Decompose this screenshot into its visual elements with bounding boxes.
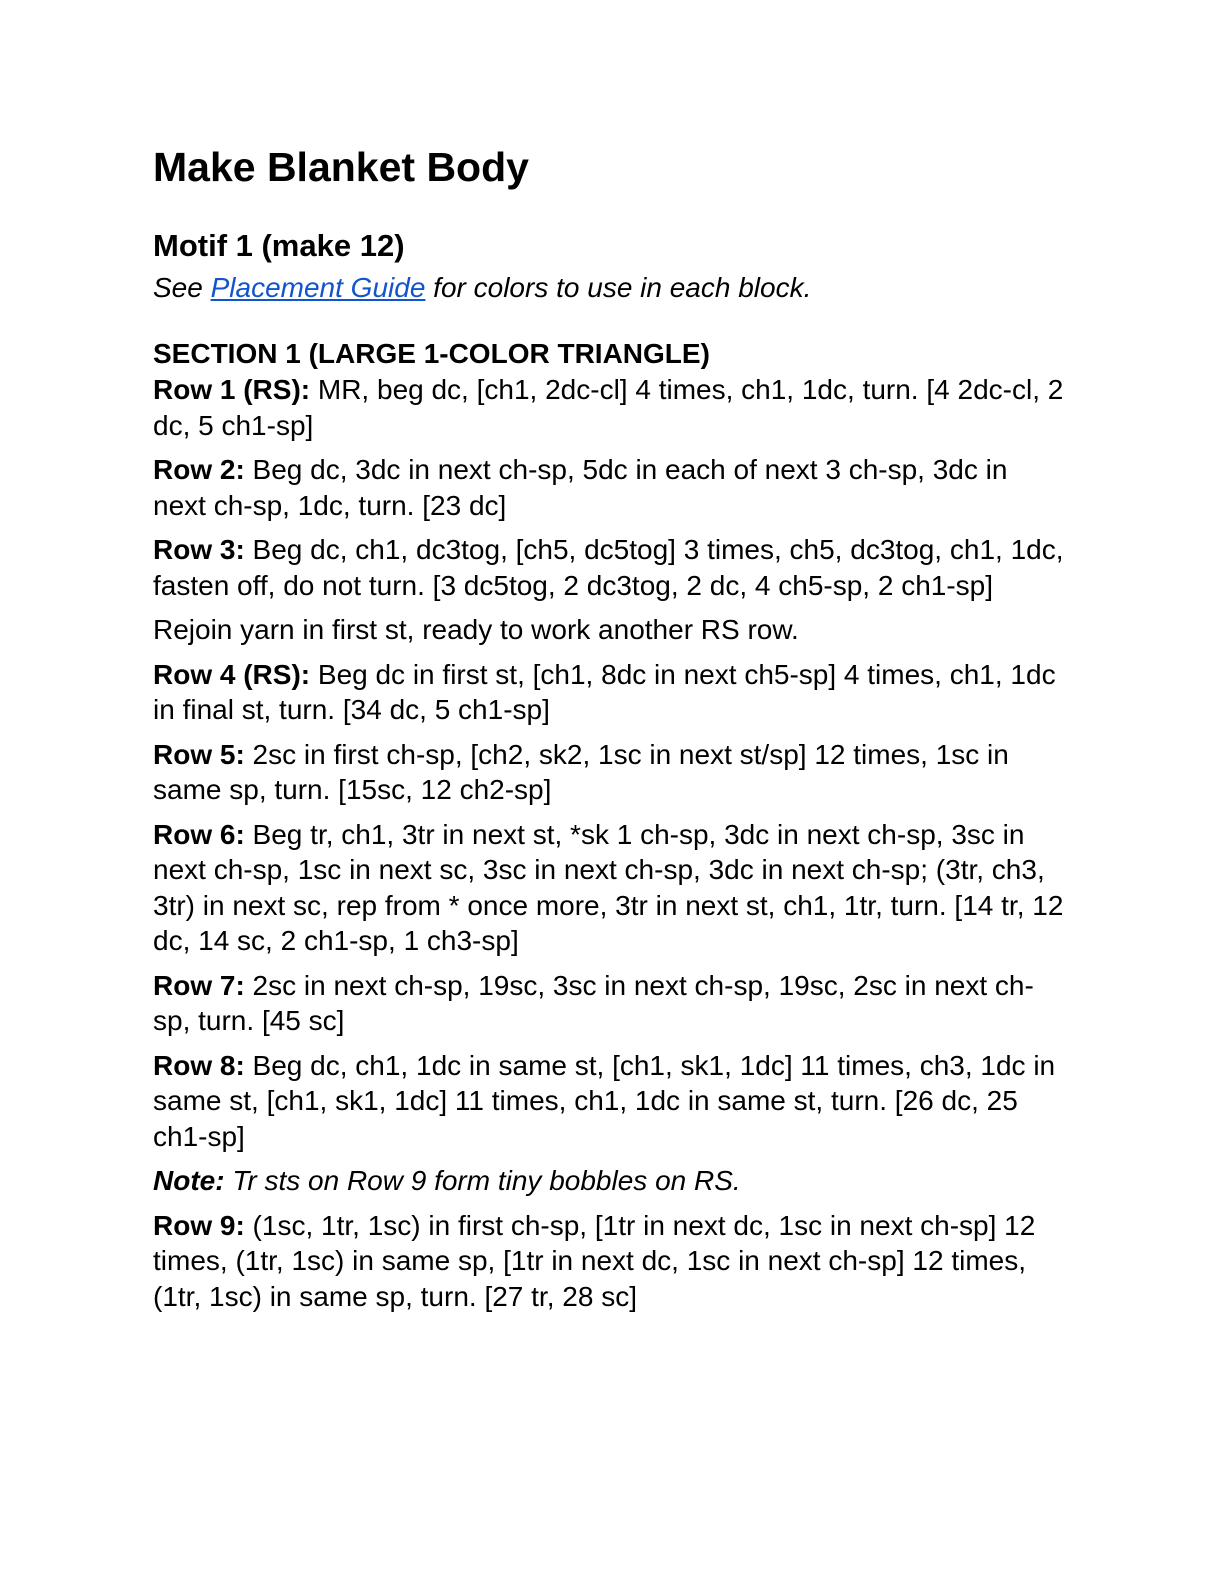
row-label: Row 4 (RS): bbox=[153, 658, 311, 690]
row-label: Row 8: bbox=[153, 1049, 245, 1081]
row-9-instruction bbox=[153, 1208, 1068, 1315]
row-label: Row 9: bbox=[153, 1209, 245, 1241]
motif-heading: Motif 1 (make 12) bbox=[153, 228, 405, 263]
row-text: 2sc in first ch-sp, [ch2, sk2, 1sc in next st/sp] 12 times, 1sc in same sp, turn. [15sc, 12 ch2-sp] bbox=[153, 738, 1009, 805]
bobble-note bbox=[153, 1163, 1068, 1199]
row-5-instruction bbox=[153, 737, 1068, 808]
row-text: Beg dc, ch1, dc3tog, [ch5, dc5tog] 3 times, ch5, dc3tog, ch1, 1dc, fasten off, do not turn. [3 dc5tog, 2 dc3tog, 2 dc, 4 ch5-sp, 2 ch1-sp] bbox=[153, 534, 1064, 601]
page-title: Make Blanket Body bbox=[153, 144, 529, 190]
row-text: Beg dc in first st, [ch1, 8dc in next ch5-sp] 4 times, ch1, 1dc in final st, turn. [34 dc, 5 ch1-sp] bbox=[153, 658, 1056, 725]
row-text: MR, beg dc, [ch1, 2dc-cl] 4 times, ch1, 1dc, turn. [4 2dc-cl, 2 dc, 5 ch1-sp] bbox=[153, 374, 1064, 441]
note-text: Tr sts on Row 9 form tiny bobbles on RS. bbox=[224, 1165, 741, 1196]
row-label: Row 5: bbox=[153, 738, 245, 770]
note-label: Note: bbox=[153, 1165, 225, 1196]
motif-note-prefix: See bbox=[153, 272, 211, 303]
row-text: (1sc, 1tr, 1sc) in first ch-sp, [1tr in next dc, 1sc in next ch-sp] 12 times, (1tr, 1sc) in same sp, [1tr in next dc, 1sc in next ch-sp] 12 times, (1tr, 1sc) in same sp, turn. [27 tr, 28 sc] bbox=[153, 1209, 1036, 1312]
row-7-instruction bbox=[153, 968, 1068, 1039]
row-label: Row 1 (RS): bbox=[153, 374, 311, 405]
row-label: Row 6: bbox=[153, 818, 245, 850]
motif-note-suffix: for colors to use in each block. bbox=[425, 272, 812, 303]
row-label: Row 2: bbox=[153, 454, 245, 485]
row-4-instruction bbox=[153, 657, 1068, 728]
rejoin-instruction bbox=[153, 612, 1068, 648]
row-text: Beg dc, ch1, 1dc in same st, [ch1, sk1, 1dc] 11 times, ch3, 1dc in same st, [ch1, sk1, 1dc] 11 times, ch1, 1dc in same st, turn. [26 dc, 25 ch1-sp] bbox=[153, 1049, 1056, 1152]
row-3-instruction bbox=[153, 532, 1068, 603]
row-text: Beg dc, 3dc in next ch-sp, 5dc in each of next 3 ch-sp, 3dc in next ch-sp, 1dc, turn. [23 dc] bbox=[153, 454, 1008, 521]
row-1-instruction bbox=[153, 372, 1068, 443]
row-2-instruction bbox=[153, 452, 1068, 523]
section-heading: SECTION 1 (LARGE 1-COLOR TRIANGLE) bbox=[153, 338, 710, 369]
pattern-rows bbox=[153, 372, 1068, 1323]
row-text: Beg tr, ch1, 3tr in next st, *sk 1 ch-sp, 3dc in next ch-sp, 3sc in next ch-sp, 1sc in next sc, 3sc in next ch-sp, 3dc in next ch-sp; (3tr, ch3, 3tr) in next sc, rep from * once more, 3tr in next st, ch1, 1tr, turn. [14 tr, 12 dc, 14 sc, 2 ch1-sp, 1 ch3-sp] bbox=[153, 818, 1064, 956]
row-8-instruction bbox=[153, 1048, 1068, 1155]
row-label: Row 3: bbox=[153, 534, 245, 565]
row-label: Row 7: bbox=[153, 969, 245, 1001]
placement-guide-link[interactable]: Placement Guide bbox=[210, 272, 426, 303]
motif-note bbox=[153, 270, 811, 306]
row-6-instruction bbox=[153, 817, 1068, 959]
row-text: 2sc in next ch-sp, 19sc, 3sc in next ch-sp, 19sc, 2sc in next ch-sp, turn. [45 sc] bbox=[153, 969, 1034, 1036]
row-text: Rejoin yarn in first st, ready to work another RS row. bbox=[153, 614, 799, 645]
